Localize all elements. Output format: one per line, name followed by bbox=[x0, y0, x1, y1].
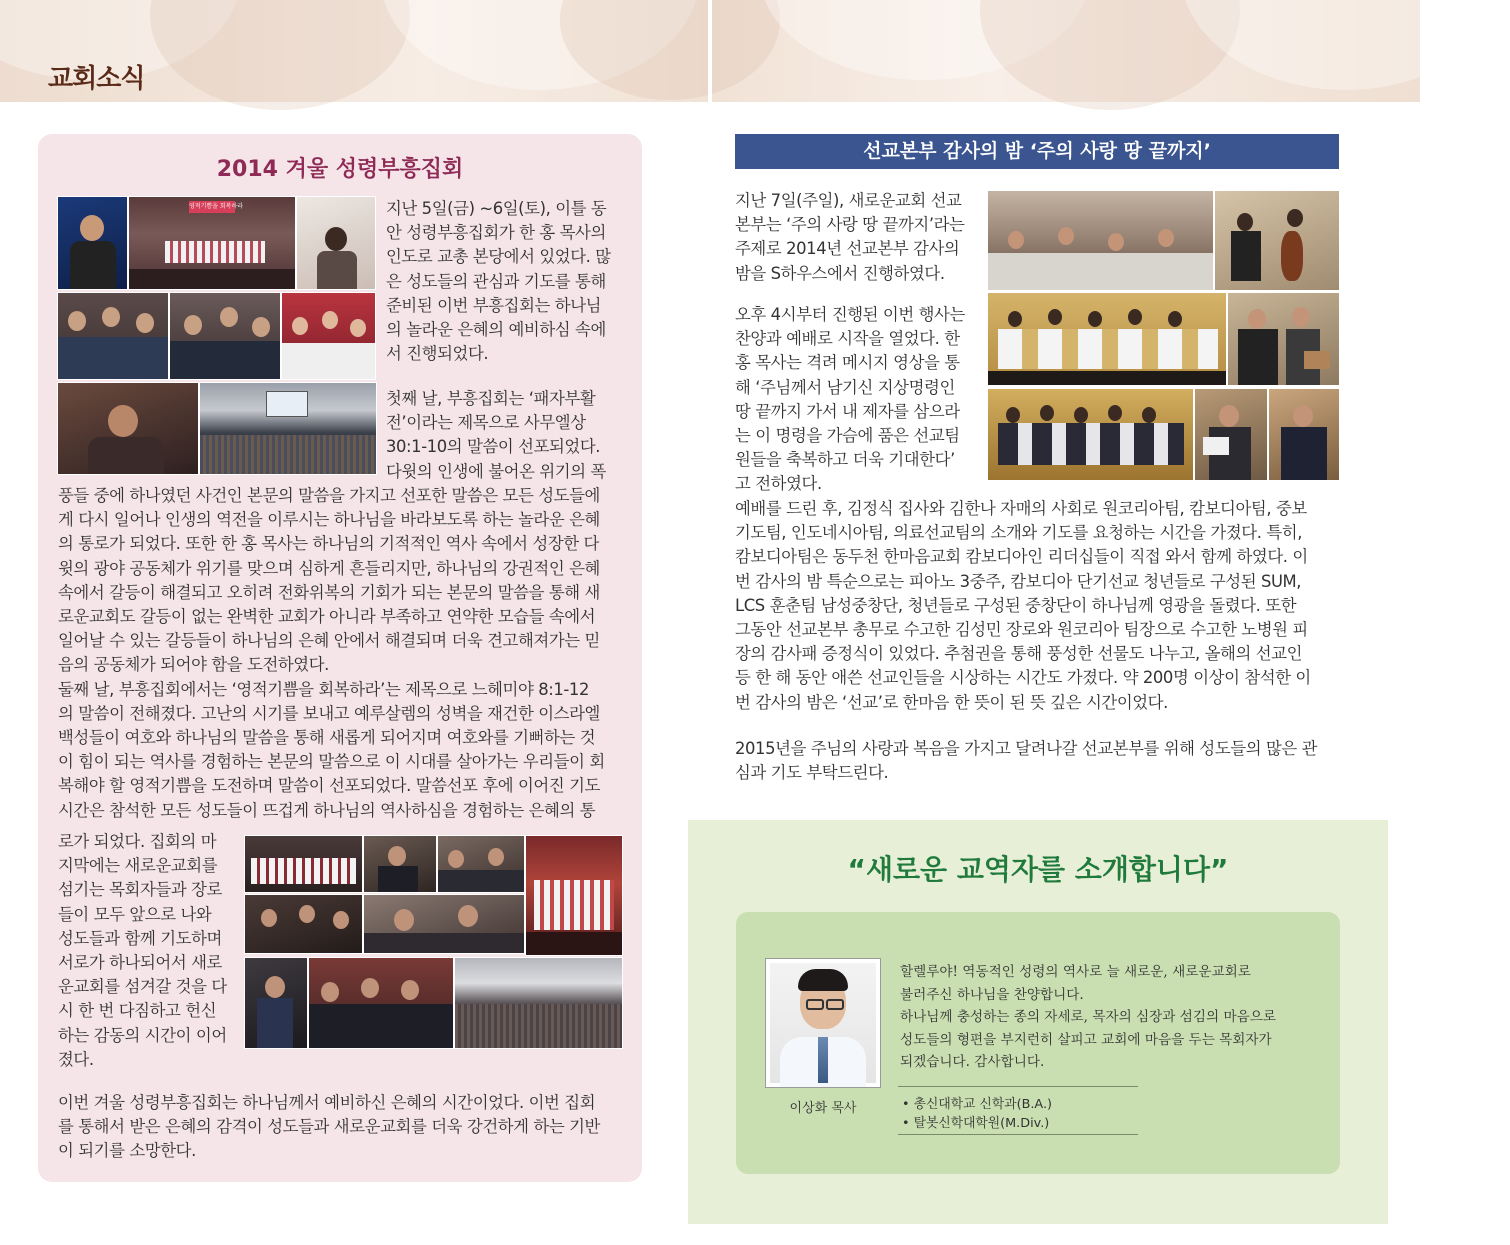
photo-praying-group bbox=[244, 894, 363, 954]
mission-paragraph-2: 오후 4시부터 진행된 이번 행사는 찬양과 예배로 시작을 열었다. 한 홍 목사는 격려 메시지 영상을 통 해 ‘주님께서 남기신 지상명령인 땅 끝까지 가서 내 제자를 삼으라 는 이 명령을 가슴에 품은 선교팀 원들을 축복하고 더욱 기대한다’ 고 전하였다. bbox=[735, 305, 965, 494]
photo-string-trio bbox=[1214, 190, 1340, 291]
mission-paragraph-1: 지난 7일(주일), 새로운교회 선교 본부는 ‘주의 사랑 땅 끝까지’라는 주제로 2014년 선교본부 감사의 밤을 S하우스에서 진행하였다. bbox=[735, 191, 965, 283]
revival-paragraph-2-side: 첫째 날, 부흥집회는 ‘패자부활 전’이라는 제목으로 사무엘상 30:1-10의 말씀이 선포되었다. 다윗의 인생에 불어온 위기의 폭 bbox=[386, 389, 606, 481]
revival-paragraph-1: 지난 5일(금) ~6일(토), 이틀 동 안 성령부흥집회가 한 홍 목사의 인도로 교총 본당에서 있었다. 많 은 성도들의 관심과 기도를 통해 준비된 이번 부흥집회는 하나님 의 놀라운 은혜의 예비하심 속에 서 진행되었다. bbox=[386, 199, 611, 364]
photo-banquet-hall bbox=[987, 190, 1214, 291]
photo-christmas-stage bbox=[525, 835, 623, 956]
photo-sanctuary-wide bbox=[199, 382, 377, 475]
photo-congregation-2 bbox=[169, 292, 281, 380]
photo-choir-white bbox=[244, 835, 363, 893]
section-label: 교회소식 bbox=[48, 64, 145, 94]
photo-award-presenters bbox=[1227, 292, 1340, 386]
banner-text: 영적기쁨을 회복하라 bbox=[189, 201, 235, 213]
photo-speaker-mic bbox=[1268, 388, 1340, 481]
photo-choir-stage bbox=[128, 196, 296, 290]
photo-mc-reading bbox=[1194, 388, 1268, 481]
pastor-photo bbox=[765, 958, 881, 1088]
education-item-2: • 탈봇신학대학원(M.Div.) bbox=[902, 1116, 1050, 1131]
mission-paragraph-4: 2015년을 주님의 사랑과 복음을 가지고 달려나갈 선교본부를 위해 성도들의 많은 관 심과 기도 부탁드린다. bbox=[735, 739, 1318, 783]
page-spread-divider bbox=[708, 0, 712, 102]
pastor-portrait bbox=[770, 963, 876, 1083]
education-rule-bottom bbox=[898, 1134, 1138, 1135]
photo-preacher bbox=[57, 196, 128, 290]
photo-elders-front bbox=[308, 957, 454, 1049]
pastor-name: 이상화 목사 bbox=[789, 1101, 857, 1116]
introduce-title: “새로운 교역자를 소개합니다” bbox=[847, 853, 1229, 886]
photo-altar-prayer-1 bbox=[363, 835, 437, 893]
photo-altar-prayer-2 bbox=[437, 835, 525, 893]
photo-pastor-speaking bbox=[244, 957, 308, 1049]
photo-choir-members bbox=[281, 292, 376, 380]
revival-paragraph-4: 이번 겨울 성령부흥집회는 하나님께서 예비하신 은혜의 시간이었다. 이번 집회 를 통해서 받은 은혜의 감격이 성도들과 새로운교회를 더욱 강건하게 하는 기반 이 되기를 소망한다. bbox=[58, 1093, 600, 1161]
photo-congregation-1 bbox=[57, 292, 169, 380]
photo-worshipper-hands bbox=[296, 196, 376, 290]
pastor-greeting: 할렐루야! 역동적인 성령의 역사로 늘 새로운, 새로운교회로 불러주신 하나님을 찬양합니다. 하나님께 충성하는 종의 자세로, 목자의 심장과 섬김의 마음으로 성도들의 형편을 부지런히 살피고 교회에 마음을 두는 목회자가 되겠습니다. 감사합니다. bbox=[900, 964, 1276, 1070]
mission-article-title: 선교본부 감사의 밤 ‘주의 사랑 땅 끝까지’ bbox=[735, 134, 1339, 169]
photo-praying-person bbox=[57, 382, 199, 475]
revival-article-title: 2014 겨울 성령부흥집회 bbox=[216, 157, 464, 182]
revival-paragraph-3-side: 로가 되었다. 집회의 마 지막에는 새로운교회를 섬기는 목회자들과 장로 들이 모두 앞으로 나와 성도들과 함께 기도하며 서로가 하나되어서 새로 운교회를 섬겨갈 것을 다 시 한 번 다짐하고 헌신 하는 감동의 시간이 이어 졌다. bbox=[58, 832, 227, 1069]
revival-paragraph-2-full: 풍들 중에 하나였던 사건인 본문의 말씀을 가지고 선포한 말씀은 모든 성도들에 게 다시 일어나 인생의 역전을 이루시는 하나님을 바라보도록 하는 놀라운 은혜 의 통로가 되었다. 또한 한 홍 목사는 하나님의 기적적인 역사 속에서 성장한 다 윗의 광야 공동체가 위기를 맞으며 심하게 흔들리지만, 하나님의 강권적인 은혜 속에서 갈등이 해결되고 오히려 전화위복의 기회가 되는 본문의 말씀을 통해 새 로운교회도 갈등이 없는 완벽한 교회가 아니라 부족하고 연약한 모습들 속에서 일어날 수 있는 갈등들이 하나님의 은혜 안에서 해결되며 더욱 견고해져가는 믿 음의 공동체가 되어야 함을 도전하였다. 둘째 날, 부흥집회에서는 ‘영적기쁨을 회복하라’는 제목으로 느헤미야 8:1-12 의 말씀이 전해졌다. 고난의 시기를 보내고 예루살렘의 성벽을 재건한 이스라엘 백성들이 여호와 하나님의 말씀을 통해 새롭게 되어지며 여호와를 기뻐하는 것 이 힘이 되는 역사를 경험하는 본문의 말씀으로 이 시대를 살아가는 우리들이 회 복해야 할 영적기쁨을 도전하며 말씀이 선포되었다. 말씀선포 후에 이어진 기도 시간은 참석한 모든 성도들이 뜨겁게 하나님의 역사하심을 경험하는 은혜의 통 bbox=[58, 486, 605, 820]
education-rule-top bbox=[898, 1086, 1138, 1087]
photo-full-sanctuary bbox=[454, 957, 623, 1049]
photo-singers-lineup bbox=[987, 292, 1227, 386]
photo-youth-group bbox=[987, 388, 1194, 481]
education-item-1: • 총신대학교 신학과(B.A.) bbox=[902, 1097, 1053, 1112]
photo-kneeling-prayer bbox=[363, 894, 525, 954]
mission-paragraph-3: 예배를 드린 후, 김정식 집사와 김한나 자매의 사회로 원코리아팀, 캄보디아팀, 중보 기도팀, 인도네시아팀, 의료선교팀의 소개와 기도를 요청하는 시간을 가졌다. 특히, 캄보디아팀은 동두천 한마음교회 캄보디아인 리더십들이 직접 와서 함께 하였다. 이 번 감사의 밤 특순으로는 피아노 3중주, 캄보디아 단기선교 청년들로 구성된 SUM, LCS 훈춘팀 남성중창단, 청년들로 구성된 중창단이 하나님께 영광을 돌렸다. 또한 그동안 선교본부 총무로 수고한 김성민 장로와 원코리아 팀장으로 수고한 노병원 피 장의 감사패 증정식이 있었다. 추첨권을 통해 풍성한 선물도 나누고, 올해의 선교인 등 한 해 동안 애쓴 선교인들을 시상하는 시간도 가졌다. 약 200명 이상이 참석한 이 번 감사의 밤은 ‘선교’로 한마음 한 뜻이 된 뜻 깊은 시간이었다. bbox=[735, 499, 1311, 712]
